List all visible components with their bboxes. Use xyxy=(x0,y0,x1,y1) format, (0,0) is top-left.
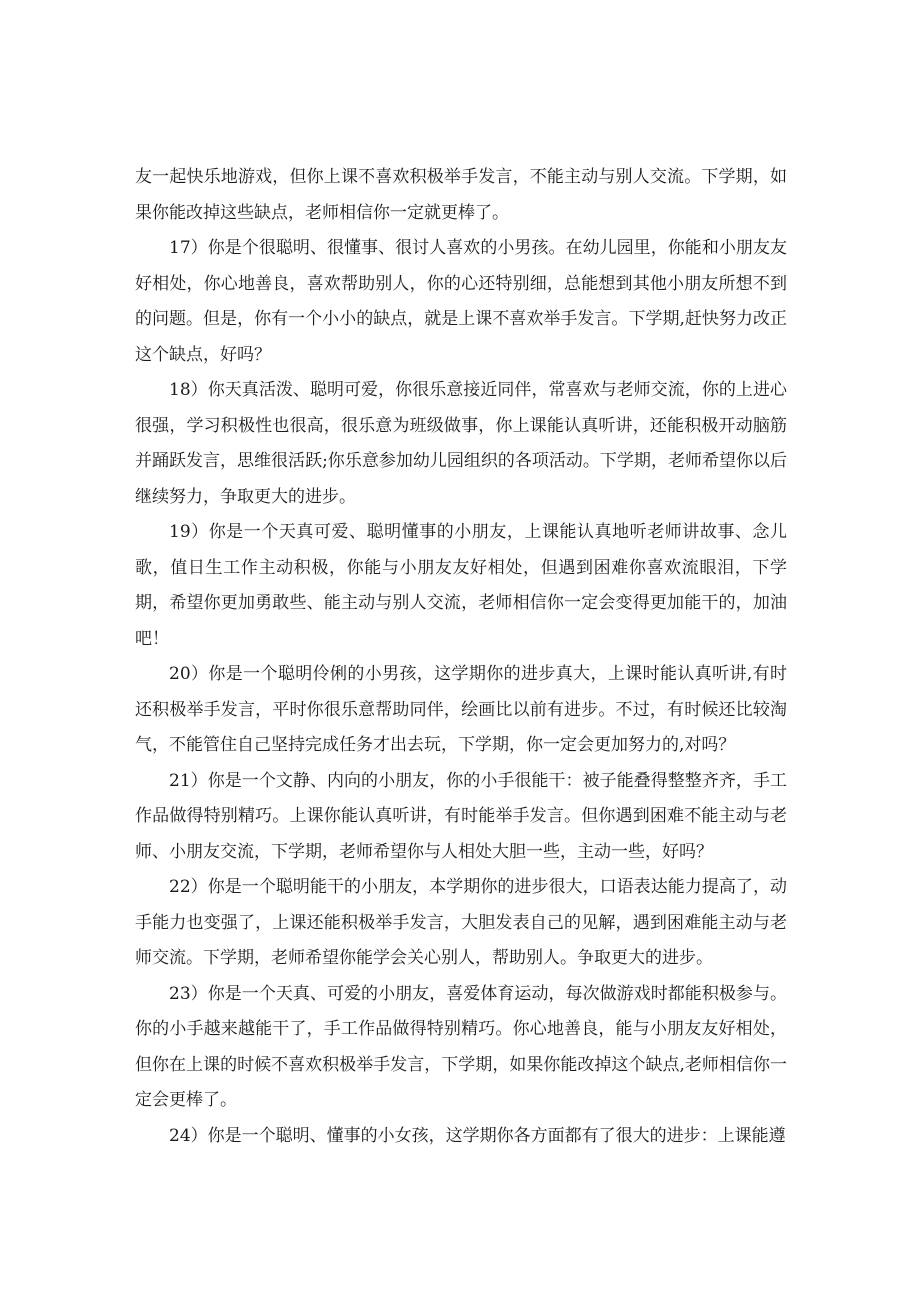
document-body xyxy=(135,160,787,1154)
paragraph-comment-17: 17）你是个很聪明、很懂事、很讨人喜欢的小男孩。在幼儿园里，你能和小朋友友好相处，你心地善良，喜欢帮助别人，你的心还特别细，总能想到其他小朋友所想不到的问题。但是，你有一个小小的缺点，就是上课不喜欢举手发言。下学期,赶快努力改正这个缺点，好吗？ xyxy=(135,238,787,365)
paragraph-comment-18: 18）你天真活泼、聪明可爱，你很乐意接近同伴，常喜欢与老师交流，你的上进心很强，学习积极性也很高，很乐意为班级做事，你上课能认真听讲，还能积极开动脑筋并踊跃发言，思维很活跃;你乐意参加幼儿园组织的各项活动。下学期，老师希望你以后继续努力，争取更大的进步。 xyxy=(135,380,787,507)
paragraph-comment-21: 21）你是一个文静、内向的小朋友，你的小手很能干：被子能叠得整整齐齐，手工作品做得特别精巧。上课你能认真听讲，有时能举手发言。但你遇到困难不能主动与老师、小朋友交流，下学期，老师希望你与人相处大胆一些，主动一些，好吗？ xyxy=(135,770,787,862)
paragraph-continuation: 友一起快乐地游戏，但你上课不喜欢积极举手发言，不能主动与别人交流。下学期，如果你能改掉这些缺点，老师相信你一定就更棒了。 xyxy=(135,167,787,223)
paragraph-comment-20: 20）你是一个聪明伶俐的小男孩，这学期你的进步真大，上课时能认真听讲,有时还积极举手发言，平时你很乐意帮助同伴，绘画比以前有进步。不过，有时候还比较淘气，不能管住自己坚持完成任务才出去玩，下学期，你一定会更加努力的,对吗？ xyxy=(135,664,787,755)
paragraph-comment-22: 22）你是一个聪明能干的小朋友，本学期你的进步很大，口语表达能力提高了，动手能力也变强了，上课还能积极举手发言，大胆发表自己的见解，遇到困难能主动与老师交流。下学期，老师希望你能学会关心别人，帮助别人。争取更大的进步。 xyxy=(135,877,787,968)
paragraph-comment-23: 23）你是一个天真、可爱的小朋友，喜爱体育运动，每次做游戏时都能积极参与。你的小手越来越能干了，手工作品做得特别精巧。你心地善良，能与小朋友友好相处，但你在上课的时候不喜欢积极举手发言，下学期，如果你能改掉这个缺点,老师相信你一定会更棒了。 xyxy=(135,983,787,1110)
paragraph-comment-24: 24）你是一个聪明、懂事的小女孩，这学期你各方面都有了很大的进步：上课能遵 xyxy=(169,1125,786,1146)
paragraph-comment-19: 19）你是一个天真可爱、聪明懂事的小朋友，上课能认真地听老师讲故事、念儿歌，值日生工作主动积极，你能与小朋友友好相处，但遇到困难你喜欢流眼泪，下学期，希望你更加勇敢些、能主动与别人交流，老师相信你一定会变得更加能干的，加油吧！ xyxy=(135,522,787,649)
